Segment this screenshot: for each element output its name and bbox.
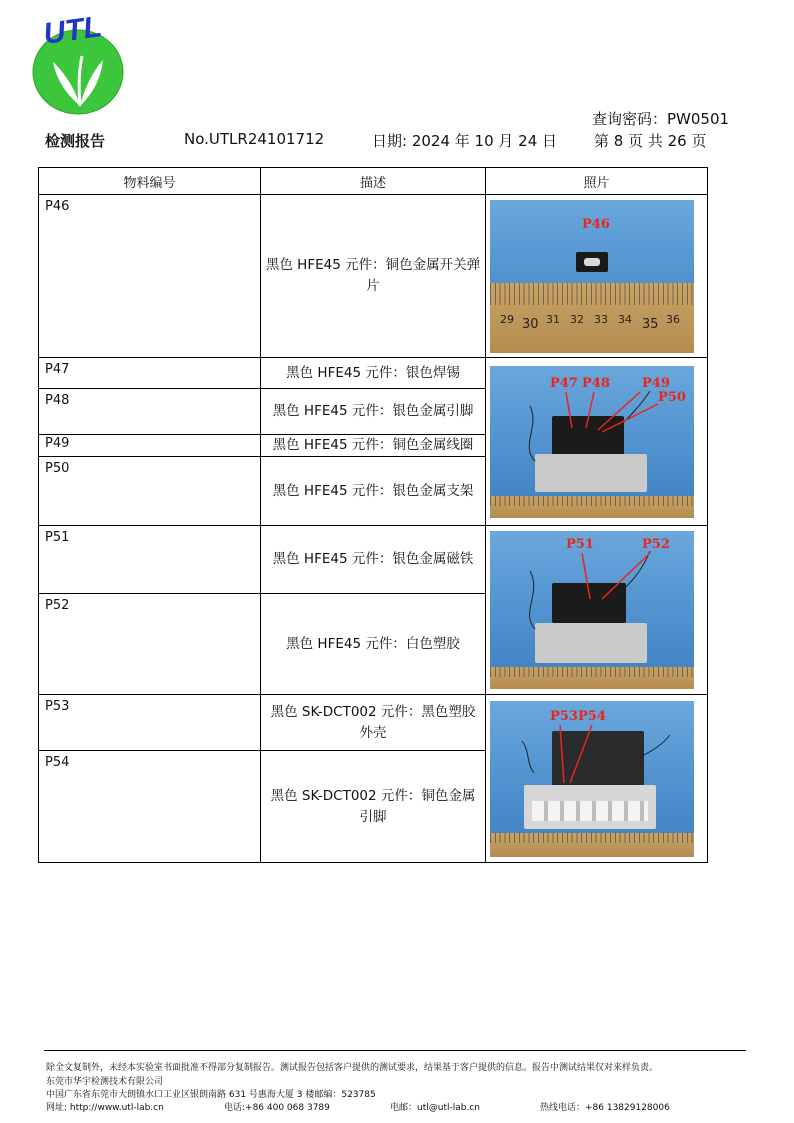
ruler-image bbox=[490, 833, 694, 857]
photo-cell bbox=[486, 195, 708, 358]
ruler-image bbox=[490, 667, 694, 689]
report-title: 检测报告 bbox=[45, 132, 106, 150]
sample-photo bbox=[490, 366, 694, 518]
photo-label: P53 bbox=[550, 708, 578, 724]
material-id: P52 bbox=[39, 594, 261, 695]
footer-divider bbox=[44, 1050, 746, 1051]
utl-logo bbox=[18, 10, 133, 118]
table-row bbox=[39, 358, 708, 389]
photo-label: P46 bbox=[582, 216, 610, 232]
material-id: P47 bbox=[39, 358, 261, 389]
ruler-number: 35 bbox=[642, 316, 659, 332]
materials-table bbox=[38, 167, 708, 863]
ruler-number: 32 bbox=[570, 312, 584, 326]
material-description: 黑色 HFE45 元件：铜色金属开关弹片 bbox=[261, 195, 486, 358]
photo-label: P48 bbox=[582, 375, 610, 391]
material-id: P48 bbox=[39, 389, 261, 435]
photo-cell bbox=[486, 695, 708, 863]
material-id: P51 bbox=[39, 526, 261, 594]
table-row bbox=[39, 695, 708, 751]
page-number: 第 8 页 共 26 页 bbox=[594, 132, 707, 150]
photo-cell bbox=[486, 526, 708, 695]
logo-text: UTL bbox=[41, 10, 104, 51]
ruler-number: 29 bbox=[500, 312, 514, 326]
photo-label: P54 bbox=[578, 708, 606, 724]
photo-label: P47 bbox=[550, 375, 578, 391]
photo-cell bbox=[486, 358, 708, 526]
material-description: 黑色 HFE45 元件：白色塑胶 bbox=[261, 594, 486, 695]
footer-disclaimer: 除全文复制外，未经本实验室书面批准不得部分复制报告。测试报告包括客户提供的测试要求，结果基于客户提供的信息。报告中测试结果仅对来样负责。 bbox=[46, 1063, 659, 1073]
material-id: P46 bbox=[39, 195, 261, 358]
material-description: 黑色 HFE45 元件：铜色金属线圈 bbox=[261, 435, 486, 457]
table-header-row bbox=[39, 168, 708, 195]
ruler-number: 36 bbox=[666, 312, 680, 326]
material-description: 黑色 SK-DCT002 元件：铜色金属引脚 bbox=[261, 751, 486, 863]
component-image bbox=[576, 252, 608, 272]
footer-phone: 电话:+86 400 068 3789 bbox=[224, 1103, 330, 1113]
report-date: 日期: 2024 年 10 月 24 日 bbox=[372, 132, 558, 150]
footer-hotline: 热线电话：+86 13829128006 bbox=[540, 1103, 670, 1113]
table-row bbox=[39, 526, 708, 594]
footer-company: 东莞市华宇检测技术有限公司 bbox=[46, 1077, 164, 1087]
column-header: 物料编号 bbox=[39, 168, 261, 195]
material-description: 黑色 HFE45 元件：银色金属支架 bbox=[261, 457, 486, 526]
ruler-number: 31 bbox=[546, 312, 560, 326]
table-row bbox=[39, 195, 708, 358]
footer-website: 网址: http://www.utl-lab.cn bbox=[46, 1103, 164, 1113]
material-description: 黑色 HFE45 元件：银色金属磁铁 bbox=[261, 526, 486, 594]
ruler-image bbox=[490, 283, 694, 353]
photo-label: P52 bbox=[642, 537, 670, 552]
report-number: No.UTLR24101712 bbox=[184, 130, 325, 148]
ruler-number: 33 bbox=[594, 312, 608, 326]
footer-address: 中国广东省东莞市大朗镇水口工业区银朗南路 631 号惠海大厦 3 楼邮编：523785 bbox=[46, 1090, 376, 1100]
ruler-image bbox=[490, 496, 694, 518]
material-id: P54 bbox=[39, 751, 261, 863]
photo-label: P51 bbox=[566, 537, 594, 552]
column-header: 描述 bbox=[261, 168, 486, 195]
material-description: 黑色 SK-DCT002 元件：黑色塑胶外壳 bbox=[261, 695, 486, 751]
sample-photo bbox=[490, 531, 694, 689]
material-id: P49 bbox=[39, 435, 261, 457]
ruler-number: 34 bbox=[618, 312, 632, 326]
ruler-number: 30 bbox=[522, 316, 539, 332]
material-description: 黑色 HFE45 元件：银色金属引脚 bbox=[261, 389, 486, 435]
sample-photo bbox=[490, 200, 694, 353]
material-id: P53 bbox=[39, 695, 261, 751]
material-description: 黑色 HFE45 元件：银色焊锡 bbox=[261, 358, 486, 389]
photo-label: P50 bbox=[658, 389, 686, 405]
query-code: 查询密码：PW0501 bbox=[592, 110, 730, 128]
photo-label: P49 bbox=[642, 375, 670, 391]
column-header: 照片 bbox=[486, 168, 708, 195]
sample-photo bbox=[490, 701, 694, 857]
footer-email: 电邮：utl@utl-lab.cn bbox=[390, 1103, 480, 1113]
material-id: P50 bbox=[39, 457, 261, 526]
